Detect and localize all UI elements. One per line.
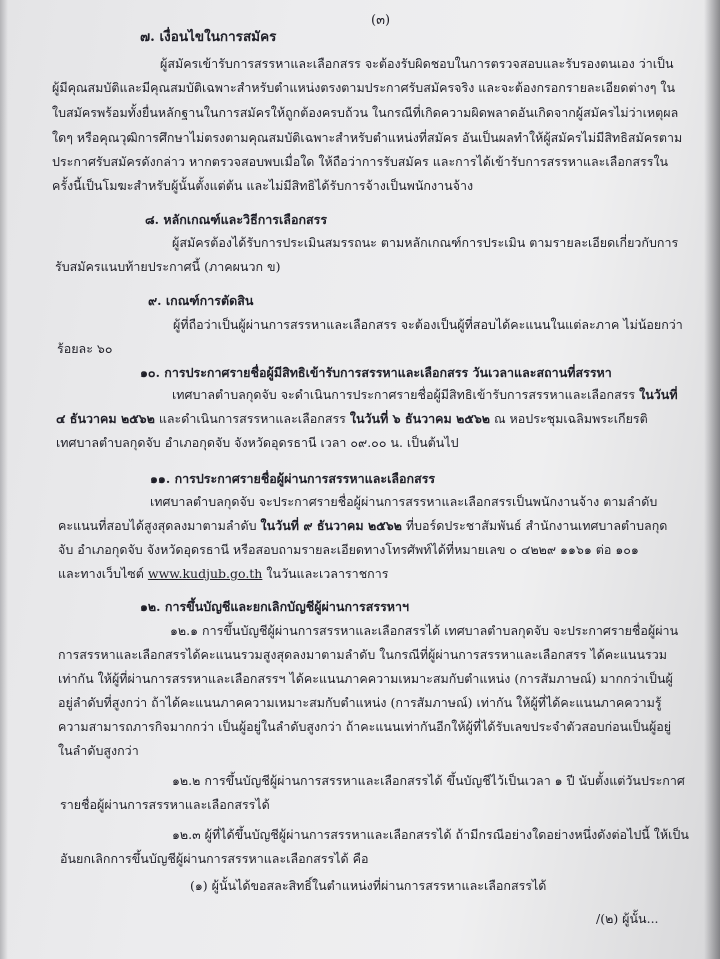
section-11-line-4: และทางเว็บไซต์ www.kudjub.go.th ในวันและเวลาราชการ bbox=[58, 566, 389, 581]
section-7-line: ประกาศรับสมัครดังกล่าว หากตรวจสอบพบเมื่อใด ให้ถือว่าการรับสมัคร และการได้เข้ารับการสรรหาและเลือกสรรใน bbox=[52, 154, 669, 169]
section-11-line-2: คะแนนที่สอบได้สูงสุดลงมาตามลำดับ ในวันที่ ๙ ธันวาคม ๒๕๖๒ ที่บอร์ดประชาสัมพันธ์ สำนักงานเทศบาลตำบลกุด bbox=[58, 518, 668, 533]
section-7-heading: ๗. เงื่อนไขในการสมัคร bbox=[140, 29, 277, 45]
section-8-line: ผู้สมัครต้องได้รับการประเมินสมรรถนะ ตามหลักเกณฑ์การประเมิน ตามรายละเอียดเกี่ยวกับการ bbox=[172, 235, 679, 250]
section-8-heading: ๘. หลักเกณฑ์และวิธีการเลือกสรร bbox=[145, 212, 328, 227]
section-7-line: ผู้มีคุณสมบัติและมีคุณสมบัติเฉพาะสำหรับตำแหน่งตรงตามประกาศรับสมัครจริง และจะต้องกรอกรายละเอียดต่างๆ ใน bbox=[52, 80, 676, 95]
section-12-3-line: อันยกเลิกการขึ้นบัญชีผู้ผ่านการสรรหาและเลือกสรรได้ คือ bbox=[60, 851, 369, 866]
section-11-line-3: จับ อำเภอกุดจับ จังหวัดอุดรธานี หรือสอบถามรายละเอียดทางโทรศัพท์ได้ที่หมายเลข ๐ ๔๒๒๙ ๑๑๖๑ ต่อ ๑๐๑ bbox=[58, 542, 639, 557]
section-11-line-1: เทศบาลตำบลกุดจับ จะประกาศรายชื่อผู้ผ่านการสรรหาและเลือกสรรเป็นพนักงานจ้าง ตามลำดับ bbox=[150, 494, 658, 509]
section-10-line-1: เทศบาลตำบลกุดจับ จะดำเนินการประกาศรายชื่อผู้มีสิทธิเข้ารับการสรรหาและเลือกสรร ในวันที่ bbox=[172, 387, 678, 402]
section-12-1-line: อยู่ลำดับที่สูงกว่า ถ้าได้คะแนนภาคความเหมาะสมกับตำแหน่ง (การสัมภาษณ์) เท่ากัน ให้ผู้ที่ได้คะแนนภาคความรู้ bbox=[58, 695, 662, 710]
section-12-2-line: ๑๒.๒ การขึ้นบัญชีผู้ผ่านการสรรหาและเลือกสรรได้ ขึ้นบัญชีไว้เป็นเวลา ๑ ปี นับตั้งแต่วันประกาศ bbox=[172, 773, 685, 788]
section-12-3-line: ๑๒.๓ ผู้ที่ได้ขึ้นบัญชีผู้ผ่านการสรรหาและเลือกสรรได้ ถ้ามีกรณีอย่างใดอย่างหนึ่งดังต่อไปนี้ ให้เป็น bbox=[172, 827, 689, 842]
section-12-1-line: การสรรหาและเลือกสรรได้คะแนนรวมสูงสุดลงมาตามลำดับ ในกรณีที่ผู้ผ่านการสรรหาและเลือกสรร ได้คะแนนรวม bbox=[58, 647, 667, 662]
page-shadow-right bbox=[704, 0, 720, 959]
section-7-line: ใบสมัครพร้อมทั้งยื่นหลักฐานในการสมัครให้ถูกต้องครบถ้วน ในกรณีที่เกิดความผิดพลาดอันเกิดจากผู้สมัครไม่ว่าเหตุผล bbox=[52, 105, 679, 120]
section-12-1-line: เท่ากัน ให้ผู้ที่ผ่านการสรรหาและเลือกสรรฯ ได้คะแนนภาคความเหมาะสมกับตำแหน่ง (การสัมภาษณ์) มากกว่าเป็นผู้ bbox=[58, 671, 673, 686]
section-12-1-line: ๑๒.๑ การขึ้นบัญชีผู้ผ่านการสรรหาและเลือกสรรได้ เทศบาลตำบลกุดจับ จะประกาศรายชื่อผู้ผ่าน bbox=[170, 623, 679, 638]
section-10-line-3: เทศบาลตำบลกุดจับ อำเภอกุดจับ จังหวัดอุดรธานี เวลา ๐๙.๐๐ น. เป็นต้นไป bbox=[56, 435, 459, 450]
section-10-heading: ๑๐. การประกาศรายชื่อผู้มีสิทธิเข้ารับการสรรหาและเลือกสรร วันเวลาและสถานที่สรรหา bbox=[140, 365, 612, 380]
page-number: (๓) bbox=[371, 13, 391, 28]
page-shadow-left bbox=[0, 0, 8, 959]
section-8-line: รับสมัครแนบท้ายประกาศนี้ (ภาคผนวก ข) bbox=[55, 259, 281, 274]
section-7-line: ใดๆ หรือคุณวุฒิการศึกษาไม่ตรงตามคุณสมบัติเฉพาะสำหรับตำแหน่งที่สมัคร อันเป็นผลทำให้ผู้สมัครไม่มีสิทธิสมัครตาม bbox=[52, 130, 683, 145]
section-9-line: ผู้ที่ถือว่าเป็นผู้ผ่านการสรรหาและเลือกสรร จะต้องเป็นผู้ที่สอบได้คะแนนในแต่ละภาค ไม่น้อยกว่า bbox=[173, 317, 683, 332]
section-12-1-line: ในลำดับสูงกว่า bbox=[58, 743, 139, 758]
section-7-line: ครั้งนี้เป็นโมฆะสำหรับผู้นั้นตั้งแต่ต้น และไม่มีสิทธิได้รับการจ้างเป็นพนักงานจ้าง bbox=[52, 178, 474, 193]
website-link[interactable]: www.kudjub.go.th bbox=[147, 566, 263, 581]
section-9-line: ร้อยละ ๖๐ bbox=[57, 341, 113, 356]
section-9-heading: ๙. เกณฑ์การตัดสิน bbox=[148, 293, 254, 308]
section-12-2-line: รายชื่อผู้ผ่านการสรรหาและเลือกสรรได้ bbox=[60, 797, 270, 812]
section-12-1-line: ความสามารถภารกิจมากกว่า เป็นผู้อยู่ในลำดับสูงกว่า ถ้าคะแนนเท่ากันอีกให้ผู้ที่ได้รับเลขประจำตัวสอบก่อนเป็นผู้อยู่ bbox=[58, 719, 672, 734]
continuation-note: /(๒) ผู้นั้น... bbox=[596, 911, 659, 926]
section-11-heading: ๑๑. การประกาศรายชื่อผู้ผ่านการสรรหาและเลือกสรร bbox=[150, 471, 436, 486]
section-10-line-2: ๔ ธันวาคม ๒๕๖๒ และดำเนินการสรรหาและเลือกสรร ในวันที่ ๖ ธันวาคม ๒๕๖๒ ณ หอประชุมเฉลิมพระเกียรติ bbox=[56, 411, 648, 426]
section-7-line: ผู้สมัครเข้ารับการสรรหาและเลือกสรร จะต้องรับผิดชอบในการตรวจสอบและรับรองตนเอง ว่าเป็น bbox=[160, 56, 674, 71]
section-12-3-item: (๑) ผู้นั้นได้ขอสละสิทธิ์ในตำแหน่งที่ผ่านการสรรหาและเลือกสรรได้ bbox=[190, 878, 547, 893]
section-12-heading: ๑๒. การขึ้นบัญชีและยกเลิกบัญชีผู้ผ่านการสรรหาฯ bbox=[140, 599, 410, 614]
